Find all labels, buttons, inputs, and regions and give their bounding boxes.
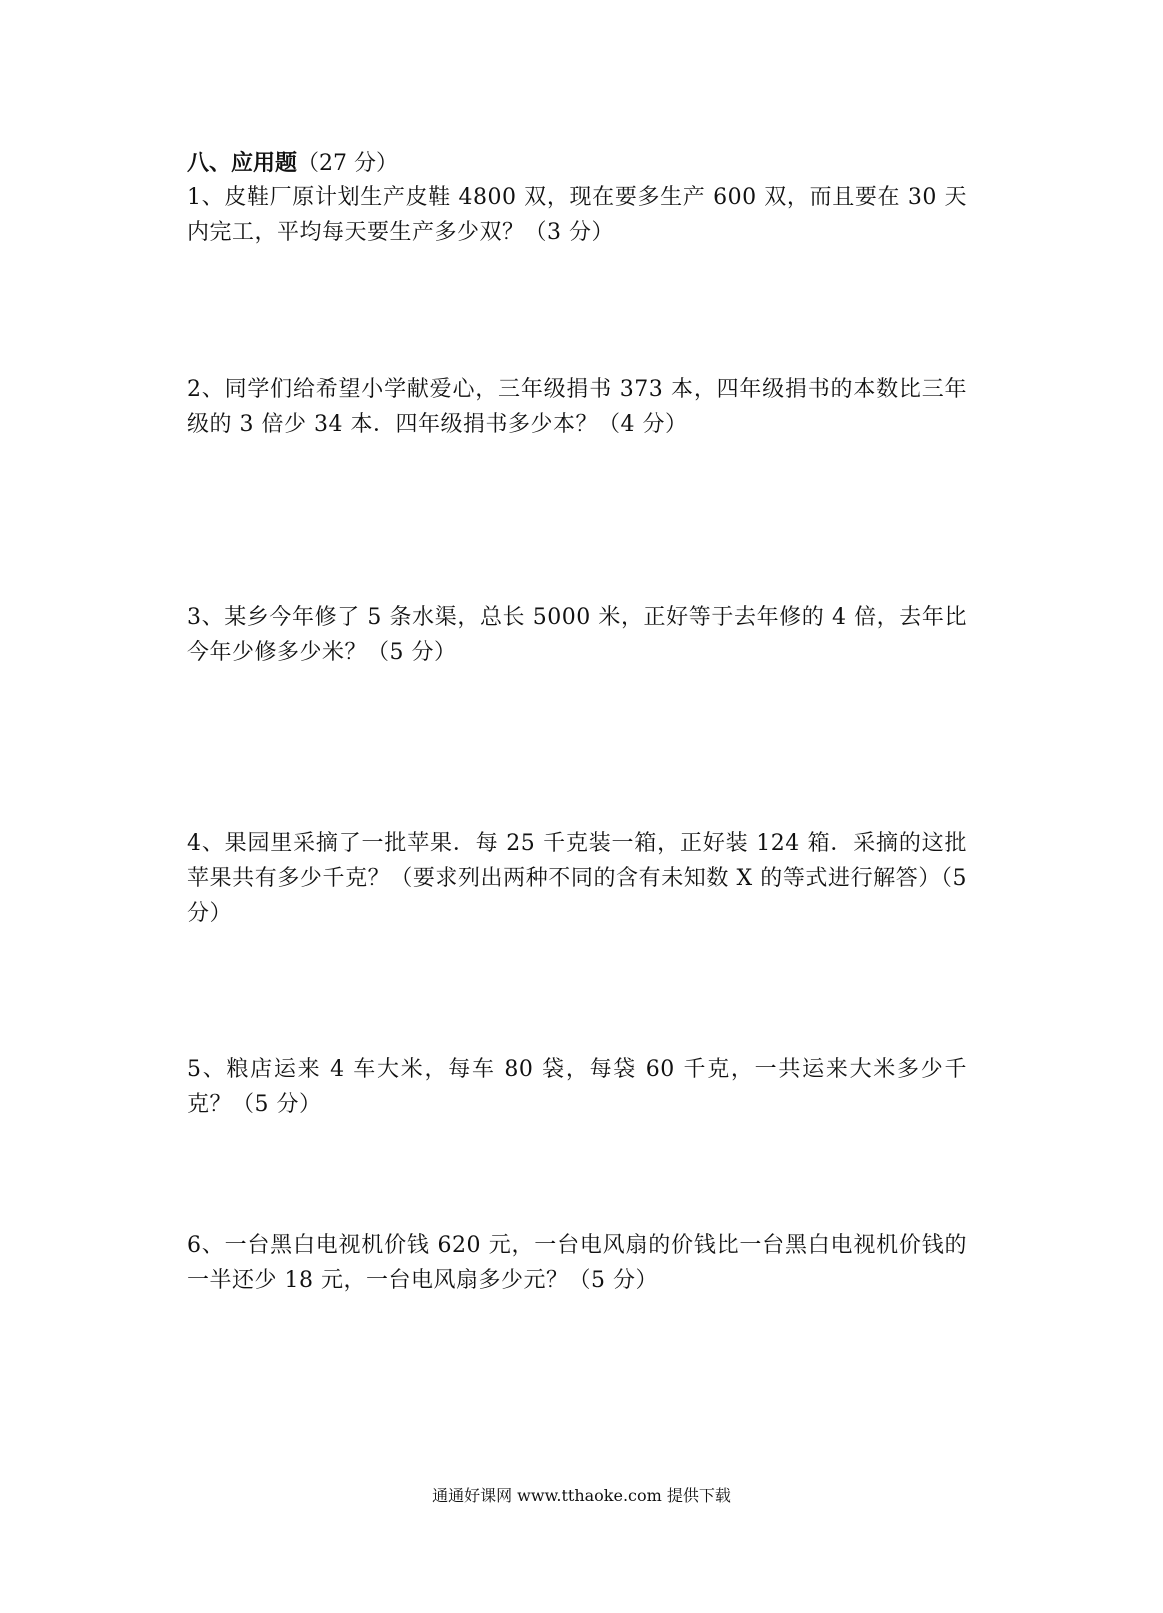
question-2: 2、同学们给希望小学献爱心，三年级捐书 373 本，四年级捐书的本数比三年级的 3 倍少 34 本．四年级捐书多少本？（4 分） xyxy=(187,377,967,437)
page-footer: 通通好课网 www.tthaoke.com 提供下载 xyxy=(432,1486,731,1505)
section-score: （27 分） xyxy=(297,151,399,176)
question-3: 3、某乡今年修了 5 条水渠，总长 5000 米，正好等于去年修的 4 倍，去年比今年少修多少米？（5 分） xyxy=(187,605,967,665)
question-5: 5、粮店运来 4 车大米，每车 80 袋，每袋 60 千克，一共运来大米多少千克？（5 分） xyxy=(187,1057,967,1117)
section-title: 八、应用题 xyxy=(187,150,298,176)
section-heading xyxy=(187,148,398,179)
question-4: 4、果园里采摘了一批苹果．每 25 千克装一箱，正好装 124 箱．采摘的这批苹果共有多少千克？（要求列出两种不同的含有未知数 X 的等式进行解答）（5 分） xyxy=(187,831,967,926)
question-6: 6、一台黑白电视机价钱 620 元，一台电风扇的价钱比一台黑白电视机价钱的一半还少 18 元，一台电风扇多少元？（5 分） xyxy=(187,1233,967,1293)
question-1: 1、皮鞋厂原计划生产皮鞋 4800 双，现在要多生产 600 双，而且要在 30 天内完工，平均每天要生产多少双？（3 分） xyxy=(187,185,967,245)
